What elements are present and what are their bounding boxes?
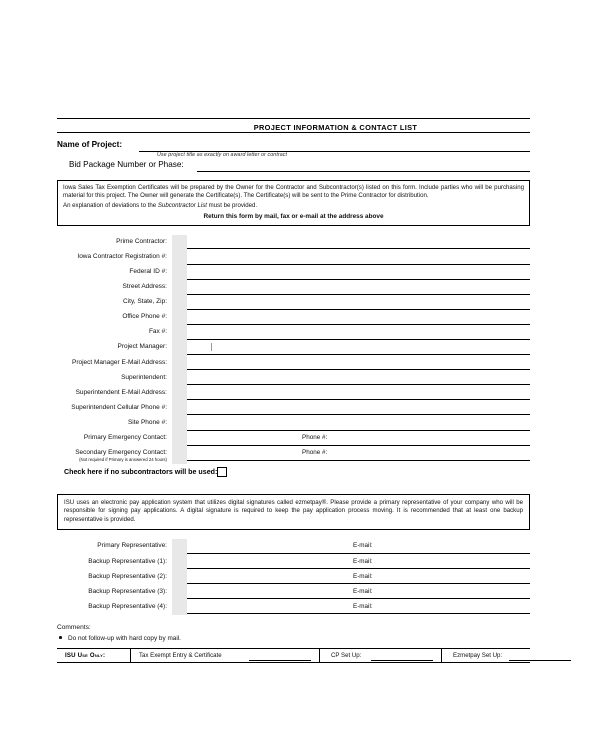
contact-field-input[interactable] bbox=[187, 460, 530, 461]
contact-field-row bbox=[57, 401, 530, 416]
contact-field-label: City, State, Zip: bbox=[123, 298, 167, 306]
contact-field-row bbox=[57, 431, 530, 446]
contact-field-row bbox=[57, 325, 530, 340]
contact-field-sublabel: (Not required if Primary is answered 24 hours) bbox=[79, 457, 167, 463]
isu-use-only-bar bbox=[57, 648, 530, 663]
representative-row bbox=[57, 600, 530, 615]
comment-text: Do not follow-up with hard copy by mail. bbox=[68, 634, 181, 642]
tax-note-line2-pre: An explanation of deviations to the bbox=[63, 202, 158, 210]
bid-package-input[interactable] bbox=[197, 171, 530, 172]
no-subcontractors-row bbox=[57, 467, 530, 480]
tax-note-return-line: Return this form by mail, fax or e-mail at the address above bbox=[203, 212, 384, 220]
contact-field-label: Project Manager: bbox=[117, 343, 167, 351]
representatives-group bbox=[57, 539, 530, 614]
contact-field-row bbox=[57, 295, 530, 310]
contact-field-row bbox=[57, 340, 530, 355]
representative-label: Primary Representative: bbox=[97, 542, 167, 550]
contact-field-label: Project Manager E-Mail Address: bbox=[71, 358, 167, 366]
representative-row bbox=[57, 539, 530, 554]
tax-note-line2-post: must be provided. bbox=[206, 202, 258, 210]
comment-item bbox=[57, 635, 530, 642]
bullet-icon bbox=[59, 636, 62, 639]
contact-field-row bbox=[57, 416, 530, 431]
contact-field-label: Street Address: bbox=[122, 283, 167, 291]
representative-label: Backup Representative (1): bbox=[88, 557, 167, 565]
form-sheet bbox=[57, 118, 530, 663]
representative-label: Backup Representative (2): bbox=[88, 572, 167, 580]
contact-field-label: Superintendent: bbox=[121, 373, 167, 381]
footer-divider-2 bbox=[319, 649, 320, 662]
isu-pay-system-note bbox=[57, 494, 530, 531]
contact-field-row bbox=[57, 386, 530, 401]
contact-field-row bbox=[57, 265, 530, 280]
contact-field-label: Iowa Contractor Registration #: bbox=[77, 252, 167, 260]
no-subcontractors-checkbox[interactable] bbox=[217, 467, 227, 477]
contact-field-phone-label: Phone #: bbox=[302, 449, 328, 457]
footer-label-tax-exempt: Tax Exempt Entry & Certificate bbox=[139, 652, 222, 660]
isu-note-text: ISU uses an electronic pay application system that utilizes digital signatures called ezmetpay®. Please provide a primary representative of your company who will be responsible for signing pay applications. A digital signature is required to keep the pay application process moving. It is recommended that at least one backup representative is provided. bbox=[64, 498, 523, 523]
project-name-label: Name of Project: bbox=[57, 140, 123, 149]
text-cursor bbox=[211, 343, 212, 351]
comments-list bbox=[57, 635, 530, 642]
representative-row bbox=[57, 570, 530, 585]
contact-field-label: Primary Emergency Contact: bbox=[83, 434, 167, 442]
contact-field-label: Fax #: bbox=[148, 328, 167, 336]
representative-row bbox=[57, 585, 530, 600]
contact-field-label: Superintendent E-Mail Address: bbox=[75, 388, 167, 396]
contact-field-label: Site Phone #: bbox=[127, 418, 167, 426]
contact-field-label: Secondary Emergency Contact: bbox=[75, 449, 167, 457]
footer-divider-3 bbox=[441, 649, 442, 662]
contact-fields-group bbox=[57, 235, 530, 464]
contact-field-phone-label: Phone #: bbox=[302, 434, 328, 442]
tax-note-line2 bbox=[63, 202, 524, 210]
contact-field-label: Office Phone #: bbox=[122, 313, 167, 321]
form-title-band bbox=[57, 118, 530, 133]
footer-input-cp-setup[interactable] bbox=[371, 660, 433, 661]
representative-email-label: E-mail: bbox=[353, 602, 373, 610]
contact-field-row bbox=[57, 235, 530, 250]
comments-section bbox=[57, 624, 530, 642]
footer-divider-1 bbox=[130, 649, 131, 662]
contact-field-row bbox=[57, 280, 530, 295]
bid-package-label: Bid Package Number or Phase: bbox=[69, 160, 184, 169]
contact-field-row bbox=[57, 446, 530, 464]
bid-package-row bbox=[57, 159, 530, 175]
project-name-hint: Use project title as exactly on award letter or contract bbox=[157, 152, 288, 158]
footer-input-ezmetpay-setup[interactable] bbox=[509, 660, 571, 661]
footer-input-tax-exempt[interactable] bbox=[249, 660, 311, 661]
representative-email-label: E-mail: bbox=[353, 542, 373, 550]
contact-field-label: Prime Contractor: bbox=[116, 237, 167, 245]
contact-field-row bbox=[57, 356, 530, 371]
contact-field-row bbox=[57, 250, 530, 265]
contact-field-row bbox=[57, 371, 530, 386]
page-title: PROJECT INFORMATION & CONTACT LIST bbox=[253, 123, 418, 132]
contact-field-label: Superintendent Cellular Phone #: bbox=[71, 403, 167, 411]
tax-note-line2-italic: Subcontractor List bbox=[157, 202, 207, 210]
contact-field-label: Federal ID #: bbox=[129, 268, 167, 275]
representative-email-label: E-mail: bbox=[353, 572, 373, 580]
footer-label-cp-setup: CP Set Up: bbox=[331, 652, 362, 660]
representative-label: Backup Representative (4): bbox=[88, 602, 167, 610]
isu-use-only-label: ISU Use Only: bbox=[65, 651, 106, 659]
no-subcontractors-label: Check here if no subcontractors will be used: bbox=[64, 467, 218, 476]
tax-exemption-note bbox=[57, 180, 530, 226]
representative-input[interactable] bbox=[187, 613, 530, 614]
representative-row bbox=[57, 555, 530, 570]
representative-email-label: E-mail: bbox=[353, 587, 373, 595]
footer-label-ezmetpay-setup: Ezmetpay Set Up: bbox=[453, 652, 503, 660]
project-name-row bbox=[57, 138, 530, 158]
comments-title: Comments: bbox=[57, 623, 91, 631]
contact-field-row bbox=[57, 310, 530, 325]
representative-label: Backup Representative (3): bbox=[88, 587, 167, 595]
representative-email-label: E-mail: bbox=[353, 557, 373, 565]
tax-note-line1: Iowa Sales Tax Exemption Certificates will be prepared by the Owner for the Contractor and Subcontractor(s) listed on this form. Include parties who will be purchasing material for this project. The Owner will generate the Certificate(s). The Certificate(s) will be sent to the Prime Contractor for distribution. bbox=[63, 184, 524, 200]
